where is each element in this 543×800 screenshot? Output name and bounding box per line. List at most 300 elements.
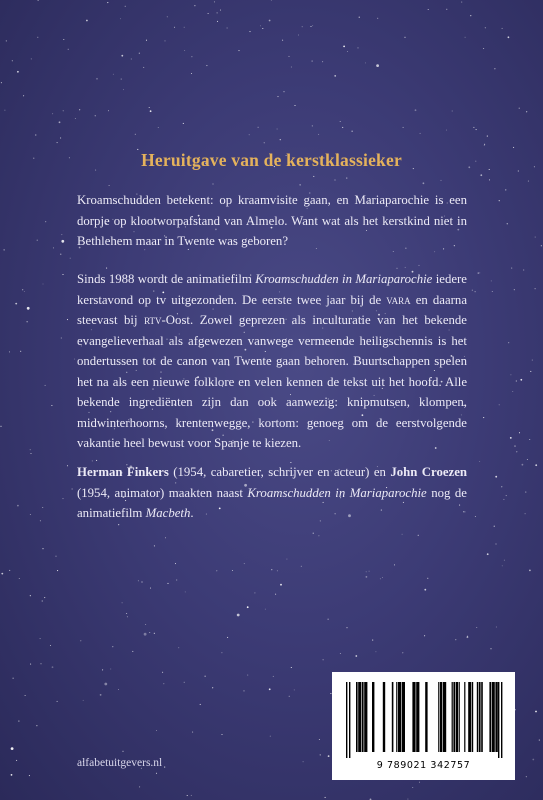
star <box>11 774 13 776</box>
barcode-bar <box>489 682 491 752</box>
star <box>415 109 417 111</box>
star <box>30 595 31 596</box>
star <box>265 609 266 610</box>
star <box>62 498 63 499</box>
star <box>60 254 61 255</box>
star <box>402 534 403 535</box>
star <box>132 651 133 652</box>
star <box>192 732 193 733</box>
star <box>520 379 522 381</box>
star <box>328 619 329 620</box>
film-title: Macbeth <box>145 506 191 520</box>
star <box>221 734 222 735</box>
star <box>212 687 213 688</box>
barcode-bar <box>425 682 427 752</box>
star <box>510 437 512 439</box>
intro-paragraph: Kroamschudden betekent: op kraamvisite gaan, en Mariaparochie is een dorpje op klootworpafstand van Almelo. Want wat als het kerstkind niet in Bethlehem maar in Twente was geboren? <box>77 193 467 248</box>
star <box>452 110 453 111</box>
star <box>146 40 147 41</box>
star <box>541 245 542 246</box>
text-segment: nog de animatiefilm <box>77 485 467 520</box>
star <box>313 533 314 534</box>
star <box>23 95 24 96</box>
star <box>499 404 500 405</box>
star <box>68 49 69 50</box>
star <box>479 461 480 462</box>
star <box>62 274 63 275</box>
star <box>294 689 295 690</box>
star <box>249 31 250 32</box>
star <box>496 626 497 627</box>
star <box>480 174 482 176</box>
star <box>342 127 343 128</box>
star <box>352 131 353 132</box>
barcode-bar <box>495 682 497 752</box>
star <box>271 0 272 1</box>
star <box>291 667 292 668</box>
star <box>1 573 3 575</box>
barcode-bar <box>392 682 394 752</box>
star <box>249 134 250 135</box>
star <box>340 653 341 654</box>
star <box>16 760 17 761</box>
star <box>504 560 505 561</box>
star <box>185 591 186 592</box>
star <box>501 486 502 487</box>
text-segment: (1954, animator) maakten naast <box>77 485 248 500</box>
star <box>382 577 383 578</box>
text-segment: iedere kerstavond op tv uitgezonden. De eerste twee jaar bij de <box>77 272 467 307</box>
star <box>525 513 526 514</box>
star <box>191 795 192 796</box>
star <box>282 40 283 41</box>
star <box>343 46 345 48</box>
star <box>96 78 98 80</box>
film-title: Kroamschudden in Mariaparochie <box>247 485 427 500</box>
star <box>334 75 336 77</box>
star <box>57 142 58 143</box>
star <box>247 675 248 676</box>
star <box>472 290 473 291</box>
star <box>366 571 367 572</box>
star <box>489 179 490 180</box>
star <box>57 570 58 571</box>
star <box>499 200 500 201</box>
star <box>217 12 218 13</box>
star <box>75 118 76 119</box>
barcode-bar <box>346 682 347 758</box>
star <box>11 747 14 750</box>
star <box>446 130 447 131</box>
star <box>403 127 404 128</box>
star <box>291 66 292 67</box>
star <box>402 652 403 653</box>
star <box>440 180 441 181</box>
star <box>174 27 175 28</box>
star <box>42 507 43 508</box>
star <box>277 570 278 571</box>
star <box>273 676 274 677</box>
star <box>63 110 64 111</box>
star <box>424 589 426 591</box>
star <box>492 291 493 292</box>
barcode-bar <box>349 682 350 758</box>
star <box>312 25 313 26</box>
star <box>227 27 228 28</box>
barcode-bar <box>443 682 446 752</box>
star <box>149 632 150 633</box>
star <box>4 249 5 250</box>
star <box>123 89 124 90</box>
star <box>61 234 62 235</box>
barcode-bar <box>501 682 502 758</box>
barcode-bar <box>416 682 419 752</box>
star <box>144 633 147 636</box>
star <box>294 105 295 106</box>
star <box>156 730 157 731</box>
star <box>122 751 123 752</box>
barcode-bar <box>372 682 374 752</box>
star <box>13 678 14 679</box>
star <box>320 754 321 755</box>
star <box>167 583 168 584</box>
star <box>162 672 163 673</box>
star <box>208 13 209 14</box>
star <box>40 520 41 521</box>
star <box>6 40 7 41</box>
star <box>346 178 347 179</box>
barcode-bars <box>340 682 507 758</box>
history-paragraph <box>77 269 467 454</box>
star <box>4 110 5 111</box>
star <box>526 111 527 112</box>
star <box>51 405 52 406</box>
star <box>118 524 119 525</box>
star <box>470 15 471 16</box>
star <box>527 459 528 460</box>
star <box>479 272 480 273</box>
star <box>476 627 477 628</box>
barcode-bar <box>356 682 358 752</box>
star <box>412 787 413 788</box>
star <box>262 28 263 29</box>
star <box>523 269 524 270</box>
star <box>535 464 537 466</box>
star <box>191 73 192 74</box>
star <box>300 184 301 185</box>
star <box>154 545 155 546</box>
barcode-bar <box>464 682 465 752</box>
star <box>301 566 302 567</box>
star <box>59 121 61 123</box>
star <box>158 127 159 128</box>
star <box>503 499 504 500</box>
isbn-number: 9 789021 342757 <box>376 760 471 771</box>
broadcaster-rtv: rtv <box>144 313 162 327</box>
text-segment: . <box>190 506 194 520</box>
star <box>514 446 515 447</box>
star <box>372 640 373 641</box>
star <box>131 58 132 59</box>
star <box>302 26 303 27</box>
star <box>328 755 330 757</box>
star <box>404 37 405 38</box>
star <box>535 237 536 238</box>
star <box>495 543 496 544</box>
star <box>270 736 271 737</box>
barcode-bar <box>362 682 364 752</box>
star <box>156 773 157 774</box>
star <box>175 563 176 564</box>
star <box>483 48 484 49</box>
star <box>194 5 195 6</box>
star <box>176 579 177 580</box>
star <box>35 134 36 135</box>
star <box>244 563 245 564</box>
star <box>86 20 88 22</box>
star <box>512 391 513 392</box>
star <box>150 110 152 112</box>
star <box>478 273 479 274</box>
star <box>318 535 319 536</box>
star <box>53 247 54 248</box>
star <box>243 690 244 691</box>
star <box>9 351 10 352</box>
barcode-bar <box>440 682 442 752</box>
barcode-bar <box>452 682 453 752</box>
star <box>110 668 111 669</box>
star <box>340 121 341 122</box>
star <box>376 64 379 67</box>
star <box>67 465 68 466</box>
star <box>232 570 233 571</box>
star <box>83 700 84 701</box>
star <box>60 137 61 138</box>
star <box>19 578 20 579</box>
star <box>325 797 326 798</box>
star <box>271 569 272 570</box>
star <box>125 6 126 7</box>
broadcaster-vara: vara <box>386 292 411 307</box>
star <box>264 142 265 143</box>
star <box>163 683 164 684</box>
star <box>12 60 13 61</box>
star <box>516 380 517 381</box>
star <box>57 701 58 702</box>
star <box>485 27 486 28</box>
barcode-bar <box>479 682 481 752</box>
star <box>200 704 201 705</box>
publisher-website: alfabetuitgevers.nl <box>77 757 163 769</box>
star <box>423 182 425 184</box>
star <box>280 139 281 140</box>
star <box>427 578 428 579</box>
star <box>52 666 54 668</box>
star <box>184 27 185 28</box>
star <box>70 258 71 259</box>
star <box>37 240 38 241</box>
star <box>277 128 278 129</box>
star <box>18 721 19 722</box>
star <box>100 694 102 696</box>
barcode-bar <box>383 682 385 752</box>
star <box>418 535 419 536</box>
barcode-bar <box>459 682 460 752</box>
text-segment: (1954, cabaretier, schrijver en acteur) en <box>168 465 391 479</box>
star <box>20 351 21 352</box>
isbn-barcode <box>332 672 515 780</box>
star <box>212 183 213 184</box>
star <box>365 62 366 63</box>
star <box>487 553 489 555</box>
barcode-bar <box>468 682 471 752</box>
star <box>405 267 406 268</box>
star <box>139 53 140 54</box>
star <box>516 451 517 452</box>
star <box>323 659 324 660</box>
star <box>118 689 119 690</box>
star <box>40 663 41 664</box>
star <box>283 91 284 92</box>
star <box>145 624 146 625</box>
star <box>36 725 37 726</box>
star <box>375 651 376 652</box>
star <box>191 56 192 57</box>
star <box>122 602 123 603</box>
barcode-bar <box>438 682 439 752</box>
star <box>334 179 335 180</box>
text-segment: -Oost. Zowel geprezen als inculturatie van het bekende evangelieverhaal als afgewezen vanwege vermeende heiligschennis is het ondertussen tot de canon van Twente gaan behoren. Buurtschappen spelen het na als een nieuwe folklore en velen kennen de tekst uit het hoofd. Alle bekende ingrediënten zijn dan ook aanwezig: knipmutsen, klompen, midwinterhoorns, krentenwegge, kortom: genoeg om de eerstvolgende vakantie heel bewust voor Spanje te kiezen. <box>77 313 467 450</box>
star <box>535 288 536 289</box>
star <box>502 565 503 566</box>
star <box>418 265 419 266</box>
star <box>277 96 278 97</box>
star <box>491 280 492 281</box>
text-segment: Sinds 1988 wordt de animatiefilm <box>77 272 256 286</box>
star <box>254 592 255 593</box>
star <box>113 74 114 75</box>
star <box>475 516 476 517</box>
star <box>455 639 456 640</box>
barcode-bar <box>358 682 361 752</box>
star <box>369 571 370 572</box>
star <box>95 115 96 116</box>
star <box>394 564 395 565</box>
star <box>519 432 520 433</box>
star <box>221 652 222 653</box>
star <box>288 56 289 57</box>
star <box>529 439 530 440</box>
barcode-bar <box>396 682 397 752</box>
star <box>141 581 142 582</box>
star <box>494 68 495 69</box>
star <box>407 799 408 800</box>
barcode-bar <box>477 682 479 752</box>
star <box>37 37 38 38</box>
star <box>55 556 56 557</box>
star <box>532 759 534 761</box>
star <box>0 426 1 427</box>
star <box>50 645 51 646</box>
star <box>286 559 287 560</box>
star <box>135 134 136 135</box>
barcode-bar <box>398 682 401 752</box>
star <box>27 307 30 310</box>
star <box>419 782 420 783</box>
star <box>280 584 282 586</box>
star <box>420 133 421 134</box>
star <box>216 570 217 571</box>
barcode-bar <box>456 682 458 752</box>
star <box>519 108 520 109</box>
star <box>150 588 151 589</box>
star <box>45 221 46 222</box>
star <box>510 374 511 375</box>
star <box>107 2 108 3</box>
star <box>205 676 206 677</box>
star <box>511 268 512 269</box>
star <box>446 9 447 10</box>
star <box>494 526 495 527</box>
star <box>525 492 526 493</box>
star <box>29 775 30 776</box>
barcode-bar <box>498 682 499 758</box>
star <box>79 109 80 110</box>
star <box>366 576 368 578</box>
star <box>138 580 139 581</box>
star <box>312 125 313 126</box>
back-cover-heading: Heruitgave van de kerstklassieker <box>141 150 402 170</box>
star <box>74 359 75 360</box>
barcode-bar <box>492 682 495 752</box>
star <box>484 144 485 145</box>
star <box>237 614 240 617</box>
star <box>9 570 10 571</box>
author-name: Herman Finkers <box>77 465 169 479</box>
star <box>154 633 155 634</box>
star <box>508 342 509 343</box>
star <box>514 289 515 290</box>
star <box>303 761 304 762</box>
star <box>178 647 179 648</box>
star <box>535 711 537 713</box>
star <box>30 664 31 665</box>
star <box>72 488 73 489</box>
star <box>184 682 185 683</box>
star <box>515 709 516 710</box>
star <box>476 129 477 130</box>
star <box>495 476 497 478</box>
star <box>346 627 347 628</box>
barcode-bar <box>402 682 405 752</box>
star <box>220 10 221 11</box>
star <box>428 9 429 10</box>
star <box>539 740 540 741</box>
star <box>289 696 290 697</box>
star <box>164 40 165 41</box>
film-title: Kroamschudden in Mariaparochie <box>255 272 433 286</box>
star <box>183 123 184 124</box>
star <box>30 514 31 515</box>
star <box>487 136 488 137</box>
star <box>61 240 64 243</box>
star <box>424 635 425 636</box>
star <box>206 65 207 66</box>
star <box>187 795 188 796</box>
star <box>27 321 28 322</box>
star <box>108 110 109 111</box>
star <box>44 597 45 598</box>
